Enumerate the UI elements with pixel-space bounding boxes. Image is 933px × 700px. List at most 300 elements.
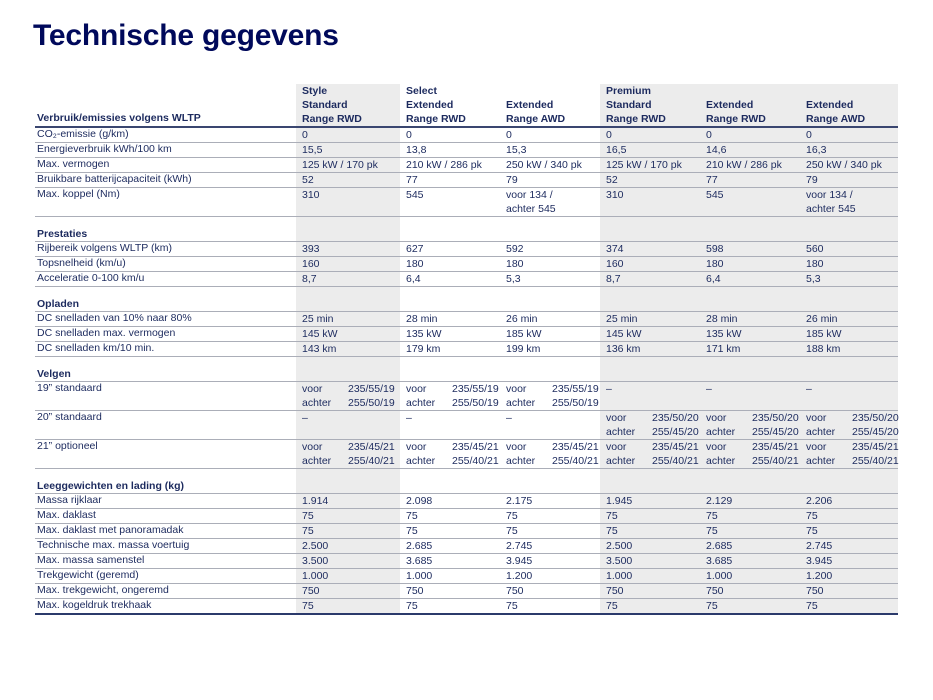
cell-line: 15,5 <box>302 144 323 156</box>
spec-cell <box>296 158 400 172</box>
spec-table-content <box>35 84 898 615</box>
cell-line: 310 <box>606 189 624 201</box>
spec-cell <box>600 342 700 356</box>
cell-line: 135 kW <box>706 328 742 340</box>
cell-line: – <box>302 412 308 424</box>
spec-cell <box>800 312 898 326</box>
spec-cell <box>600 569 700 583</box>
cell-line: 75 <box>806 510 818 522</box>
row-label: Technische max. massa voertuig <box>37 539 190 551</box>
spec-cell <box>800 382 898 410</box>
tyre-size-value: 255/50/19 <box>552 397 599 409</box>
spec-cell <box>800 569 898 583</box>
cell-line: voor 134 / <box>506 189 553 201</box>
row-label: Max. massa samenstel <box>37 554 145 566</box>
cell-line: 1.000 <box>606 570 633 582</box>
tyre-position-label: achter <box>406 397 436 409</box>
spec-cell <box>600 128 700 142</box>
spec-cell <box>800 509 898 523</box>
tyre-size-value: 235/45/21 <box>452 441 499 453</box>
cell-line: 3.685 <box>406 555 433 567</box>
spec-row <box>35 569 898 584</box>
spec-row <box>35 524 898 539</box>
cell-line: 2.745 <box>806 540 833 552</box>
row-label: CO₂-emissie (g/km) <box>37 128 129 140</box>
tyre-size-value: 255/45/20 <box>752 426 799 438</box>
tyre-position-label: voor <box>606 441 627 453</box>
cell-line <box>406 454 500 468</box>
tyre-size-value: 255/50/19 <box>348 397 395 409</box>
section-title: Opladen <box>35 297 898 312</box>
spec-cell <box>400 599 500 613</box>
spec-cell <box>700 584 800 598</box>
cell-line: 180 <box>506 258 524 270</box>
tyre-size-value: 255/50/19 <box>452 397 499 409</box>
cell-line: 199 km <box>506 343 541 355</box>
spec-cell <box>700 440 800 468</box>
spec-cell <box>400 312 500 326</box>
cell-line: 75 <box>706 600 718 612</box>
tyre-position-label: voor <box>506 383 527 395</box>
spec-cell <box>600 524 700 538</box>
spec-cell <box>600 312 700 326</box>
cell-line: 28 min <box>406 313 438 325</box>
spec-cell <box>700 554 800 568</box>
tyre-position-label: voor <box>706 441 727 453</box>
spec-cell <box>800 188 898 216</box>
table-header-label: Verbruik/emissies volgens WLTP <box>37 112 201 124</box>
cell-line: 3.945 <box>506 555 533 567</box>
spec-row <box>35 599 898 615</box>
cell-line: – <box>606 383 612 395</box>
tyre-size-value: 255/40/21 <box>852 455 899 467</box>
cell-line <box>406 382 500 396</box>
cell-line: 3.685 <box>706 555 733 567</box>
column-header-line: Range RWD <box>302 113 362 125</box>
spec-cell <box>800 173 898 187</box>
row-label: Rijbereik volgens WLTP (km) <box>37 242 172 254</box>
tyre-size-value: 255/40/21 <box>752 455 799 467</box>
spec-table <box>35 84 898 615</box>
spec-cell <box>800 554 898 568</box>
spec-cell <box>296 242 400 256</box>
cell-line: 75 <box>706 525 718 537</box>
spec-row <box>35 327 898 342</box>
cell-line: 185 kW <box>806 328 842 340</box>
spec-cell <box>296 382 400 410</box>
cell-line <box>606 454 700 468</box>
spec-cell <box>400 569 500 583</box>
spec-row <box>35 257 898 272</box>
row-label: Acceleratie 0-100 km/u <box>37 272 145 284</box>
tyre-position-label: achter <box>406 455 436 467</box>
cell-line: 75 <box>506 600 518 612</box>
spec-cell <box>296 173 400 187</box>
table-header-row <box>35 84 898 128</box>
cell-line: 25 min <box>302 313 334 325</box>
tyre-position-label: achter <box>606 426 636 438</box>
spec-cell <box>800 272 898 286</box>
spec-cell <box>500 312 600 326</box>
tyre-size-value: 235/45/21 <box>752 441 799 453</box>
spec-cell <box>400 158 500 172</box>
cell-line: 750 <box>406 585 424 597</box>
spec-cell <box>500 440 600 468</box>
cell-line: 210 kW / 286 pk <box>406 159 482 171</box>
tyre-position-label: achter <box>506 455 536 467</box>
cell-line: – <box>806 383 812 395</box>
column-header-line: Range RWD <box>606 113 666 125</box>
tyre-size-value: 235/50/20 <box>752 412 799 424</box>
column-header <box>600 84 700 126</box>
spec-cell <box>700 411 800 439</box>
column-header-line: Standard <box>302 99 348 111</box>
spec-cell <box>600 382 700 410</box>
cell-line <box>706 425 800 439</box>
cell-line: – <box>506 412 512 424</box>
cell-line: 16,3 <box>806 144 827 156</box>
spec-cell <box>700 173 800 187</box>
spec-cell <box>500 494 600 508</box>
cell-line: 52 <box>302 174 314 186</box>
spec-cell <box>600 584 700 598</box>
cell-line: 5,3 <box>806 273 821 285</box>
column-header-line: Standard <box>606 99 652 111</box>
row-label: Max. daklast met panoramadak <box>37 524 184 536</box>
cell-line <box>806 440 898 454</box>
cell-line <box>806 411 898 425</box>
cell-line: 3.945 <box>806 555 833 567</box>
cell-line: 0 <box>606 129 612 141</box>
spec-cell <box>600 509 700 523</box>
cell-line: 1.000 <box>406 570 433 582</box>
spec-cell <box>600 242 700 256</box>
cell-line: achter 545 <box>806 203 856 215</box>
tyre-position-label: achter <box>606 455 636 467</box>
cell-line: 2.685 <box>406 540 433 552</box>
tyre-position-label: voor <box>406 441 427 453</box>
column-header <box>800 84 898 126</box>
cell-line: 2.500 <box>606 540 633 552</box>
cell-line: 188 km <box>806 343 841 355</box>
spec-cell <box>800 411 898 439</box>
spec-cell <box>700 509 800 523</box>
spec-cell <box>400 440 500 468</box>
tyre-position-label: achter <box>302 455 332 467</box>
spec-row <box>35 188 898 217</box>
tyre-position-label: voor <box>806 412 827 424</box>
cell-line: 0 <box>506 129 512 141</box>
cell-line: 75 <box>506 510 518 522</box>
spec-cell <box>700 128 800 142</box>
cell-line <box>806 454 898 468</box>
cell-line: 77 <box>706 174 718 186</box>
cell-line <box>606 411 700 425</box>
spec-cell <box>400 584 500 598</box>
cell-line: 5,3 <box>506 273 521 285</box>
spec-cell <box>800 128 898 142</box>
spec-cell <box>700 569 800 583</box>
column-header <box>400 84 500 126</box>
spec-cell <box>400 554 500 568</box>
spec-cell <box>400 411 500 439</box>
spec-cell <box>700 143 800 157</box>
tyre-size-value: 235/45/21 <box>348 441 395 453</box>
tyre-size-value: 235/45/21 <box>552 441 599 453</box>
cell-line: 374 <box>606 243 624 255</box>
cell-line: 75 <box>302 600 314 612</box>
spec-row <box>35 342 898 357</box>
spec-cell <box>800 327 898 341</box>
spec-cell <box>500 411 600 439</box>
spec-cell <box>296 584 400 598</box>
cell-line: 8,7 <box>606 273 621 285</box>
spec-cell <box>600 327 700 341</box>
spec-cell <box>296 539 400 553</box>
spec-row <box>35 143 898 158</box>
spec-cell <box>296 509 400 523</box>
cell-line: 0 <box>706 129 712 141</box>
cell-line: 1.945 <box>606 495 633 507</box>
cell-line: 135 kW <box>406 328 442 340</box>
cell-line: 75 <box>406 600 418 612</box>
tyre-size-value: 255/40/21 <box>552 455 599 467</box>
cell-line: 2.129 <box>706 495 733 507</box>
spec-cell <box>500 382 600 410</box>
spec-cell <box>800 158 898 172</box>
spec-cell <box>500 342 600 356</box>
spec-cell <box>500 143 600 157</box>
cell-line: 592 <box>506 243 524 255</box>
spec-cell <box>296 411 400 439</box>
spec-cell <box>296 188 400 216</box>
spec-cell <box>296 128 400 142</box>
cell-line: 2.745 <box>506 540 533 552</box>
spec-cell <box>800 257 898 271</box>
spec-cell <box>296 494 400 508</box>
column-header-line <box>706 84 800 98</box>
spec-row <box>35 242 898 257</box>
spec-cell <box>400 494 500 508</box>
spec-cell <box>500 242 600 256</box>
spec-row <box>35 272 898 287</box>
tyre-position-label: voor <box>706 412 727 424</box>
spec-cell <box>400 342 500 356</box>
cell-line: 1.000 <box>706 570 733 582</box>
cell-line <box>706 454 800 468</box>
table-section <box>35 128 898 217</box>
cell-line: 3.500 <box>606 555 633 567</box>
cell-line: 598 <box>706 243 724 255</box>
row-label: Topsnelheid (km/u) <box>37 257 126 269</box>
column-header-line: Extended <box>406 99 454 111</box>
spec-cell <box>500 584 600 598</box>
spec-cell <box>500 188 600 216</box>
spec-cell <box>500 128 600 142</box>
tyre-size-value: 235/55/19 <box>552 383 599 395</box>
table-section <box>35 297 898 357</box>
spec-cell <box>600 173 700 187</box>
spec-cell <box>400 539 500 553</box>
spec-cell <box>800 584 898 598</box>
column-header <box>500 84 600 126</box>
spec-row <box>35 158 898 173</box>
row-label: Max. koppel (Nm) <box>37 188 120 200</box>
cell-line: 75 <box>706 510 718 522</box>
spec-row <box>35 440 898 469</box>
spec-row <box>35 173 898 188</box>
spec-cell <box>400 128 500 142</box>
cell-line: 0 <box>406 129 412 141</box>
spec-cell <box>600 494 700 508</box>
cell-line <box>506 440 600 454</box>
cell-line: 250 kW / 340 pk <box>506 159 582 171</box>
tyre-size-value: 235/45/21 <box>652 441 699 453</box>
spec-row <box>35 411 898 440</box>
cell-line <box>706 411 800 425</box>
row-label: DC snelladen van 10% naar 80% <box>37 312 192 324</box>
cell-line: 180 <box>806 258 824 270</box>
column-header-line: Range RWD <box>706 113 766 125</box>
cell-line: 125 kW / 170 pk <box>302 159 378 171</box>
tyre-size-value: 235/55/19 <box>348 383 395 395</box>
cell-line: 2.206 <box>806 495 833 507</box>
row-label: Max. vermogen <box>37 158 110 170</box>
cell-line: 75 <box>506 525 518 537</box>
spec-cell <box>700 158 800 172</box>
spec-cell <box>700 327 800 341</box>
cell-line: 75 <box>606 510 618 522</box>
row-label: Trekgewicht (geremd) <box>37 569 139 581</box>
cell-line: 1.914 <box>302 495 329 507</box>
spec-cell <box>400 143 500 157</box>
tyre-position-label: voor <box>302 441 323 453</box>
spec-row <box>35 128 898 143</box>
cell-line: 179 km <box>406 343 441 355</box>
spec-cell <box>500 327 600 341</box>
spec-cell <box>700 312 800 326</box>
cell-line: 750 <box>806 585 824 597</box>
spec-cell <box>400 173 500 187</box>
spec-cell <box>800 342 898 356</box>
cell-line: – <box>406 412 412 424</box>
spec-cell <box>500 509 600 523</box>
cell-line: 180 <box>706 258 724 270</box>
tyre-position-label: achter <box>806 455 836 467</box>
cell-line: 750 <box>506 585 524 597</box>
cell-line: 2.175 <box>506 495 533 507</box>
spec-cell <box>296 440 400 468</box>
spec-row <box>35 494 898 509</box>
cell-line: 26 min <box>506 313 538 325</box>
cell-line: – <box>706 383 712 395</box>
tyre-size-value: 255/40/21 <box>452 455 499 467</box>
spec-cell <box>700 257 800 271</box>
cell-line: 14,6 <box>706 144 727 156</box>
cell-line: 75 <box>302 525 314 537</box>
column-header-line: Select <box>406 85 437 97</box>
column-header-line: Extended <box>806 99 854 111</box>
spec-cell <box>800 539 898 553</box>
cell-line <box>506 454 600 468</box>
spec-row <box>35 539 898 554</box>
spec-cell <box>600 158 700 172</box>
tyre-size-value: 235/45/21 <box>852 441 899 453</box>
row-label: DC snelladen km/10 min. <box>37 342 155 354</box>
row-label: Bruikbare batterijcapaciteit (kWh) <box>37 173 192 185</box>
spec-cell <box>500 599 600 613</box>
spec-cell <box>800 524 898 538</box>
cell-line: 2.685 <box>706 540 733 552</box>
spec-cell <box>400 272 500 286</box>
cell-line: 75 <box>606 525 618 537</box>
spec-cell <box>500 569 600 583</box>
cell-line: 750 <box>302 585 320 597</box>
cell-line: 125 kW / 170 pk <box>606 159 682 171</box>
row-label: Energieverbruik kWh/100 km <box>37 143 172 155</box>
spec-cell <box>600 257 700 271</box>
spec-cell <box>700 382 800 410</box>
spec-cell <box>400 327 500 341</box>
cell-line: 250 kW / 340 pk <box>806 159 882 171</box>
page-title: Technische gegevens <box>33 19 339 52</box>
spec-cell <box>600 599 700 613</box>
spec-cell <box>400 257 500 271</box>
spec-cell <box>700 599 800 613</box>
column-header-line <box>806 84 898 98</box>
spec-cell <box>500 173 600 187</box>
tyre-position-label: achter <box>506 397 536 409</box>
spec-cell <box>500 524 600 538</box>
column-header-line: Extended <box>506 99 554 111</box>
column-header-line: Range AWD <box>806 113 866 125</box>
cell-line: 25 min <box>606 313 638 325</box>
cell-line <box>406 396 500 410</box>
cell-line <box>506 382 600 396</box>
cell-line: 393 <box>302 243 320 255</box>
table-section <box>35 479 898 615</box>
spec-cell <box>500 158 600 172</box>
cell-line: 75 <box>406 510 418 522</box>
cell-line: 0 <box>806 129 812 141</box>
spec-cell <box>296 554 400 568</box>
cell-line: 2.098 <box>406 495 433 507</box>
row-label: DC snelladen max. vermogen <box>37 327 176 339</box>
tyre-size-value: 255/40/21 <box>348 455 395 467</box>
cell-line: 1.200 <box>806 570 833 582</box>
spec-cell <box>296 312 400 326</box>
tyre-size-value: 235/55/19 <box>452 383 499 395</box>
spec-cell <box>700 272 800 286</box>
section-title: Prestaties <box>35 227 898 242</box>
cell-line: 1.200 <box>506 570 533 582</box>
spec-cell <box>400 382 500 410</box>
row-label: Max. trekgewicht, ongeremd <box>37 584 169 596</box>
cell-line: 160 <box>606 258 624 270</box>
cell-line: 545 <box>406 189 424 201</box>
cell-line: voor 134 / <box>806 189 853 201</box>
cell-line: 143 km <box>302 343 337 355</box>
spec-cell <box>600 188 700 216</box>
tyre-position-label: achter <box>302 397 332 409</box>
tyre-size-value: 255/45/20 <box>652 426 699 438</box>
cell-line: 310 <box>302 189 320 201</box>
row-label: 19” standaard <box>37 382 102 394</box>
cell-line <box>606 425 700 439</box>
cell-line: 0 <box>302 129 308 141</box>
spec-cell <box>600 272 700 286</box>
spec-cell <box>500 539 600 553</box>
